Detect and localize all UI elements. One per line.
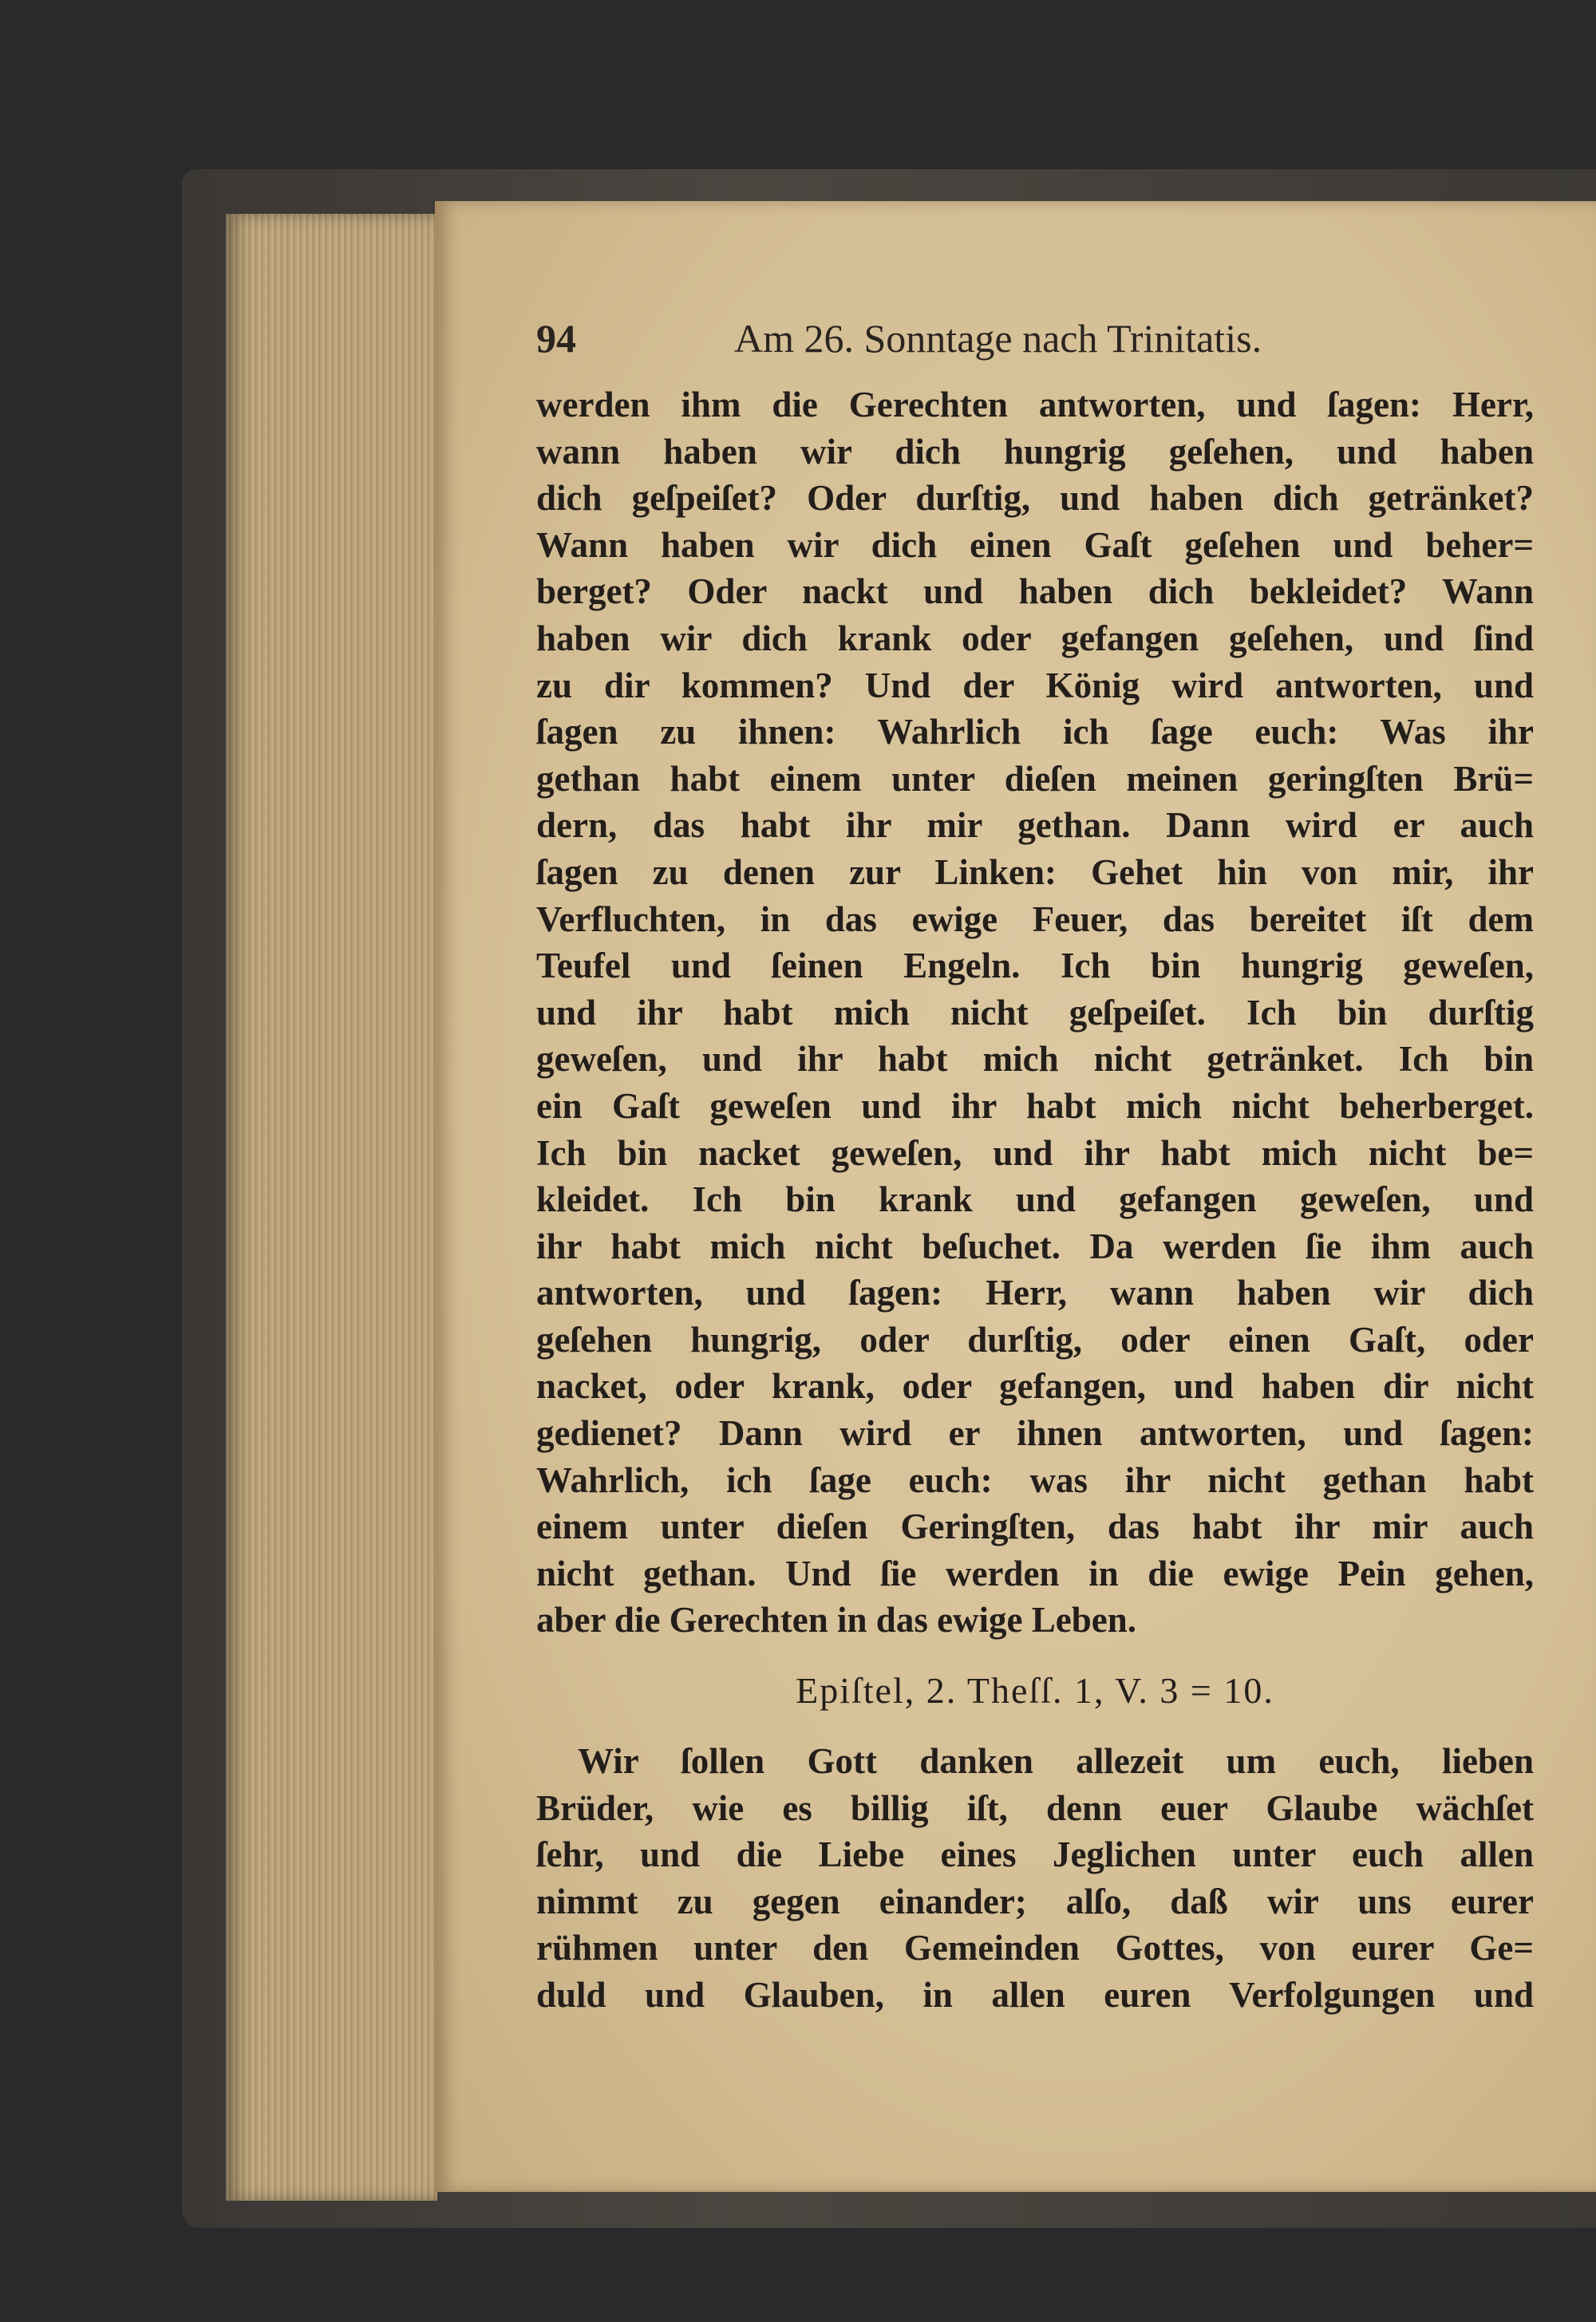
text-line: ihr habt mich nicht beſuchet. Da werden ſie ihm auch <box>536 1226 1534 1266</box>
running-title: Am 26. Sonntage nach Trinitatis. <box>734 316 1262 361</box>
text-line: Wann haben wir dich einen Gaſt geſehen und beher= <box>536 524 1534 565</box>
text-line: Verfluchten, in das ewige Feuer, das bereitet iſt dem <box>536 898 1534 939</box>
text-line: rühmen unter den Gemeinden Gottes, von eurer Ge= <box>536 1928 1534 1969</box>
text-line: kleidet. Ich bin krank und gefangen geweſen, und <box>536 1179 1534 1220</box>
text-line: aber die Gerechten in das ewige Leben. <box>536 1600 1137 1641</box>
text-line: ſehr, und die Liebe eines Jeglichen unter euch allen <box>536 1834 1534 1875</box>
text-line: duld und Glauben, in allen euren Verfolgungen und <box>536 1975 1534 2015</box>
text-line: haben wir dich krank oder gefangen geſehen, und ſind <box>536 618 1534 658</box>
gospel-text <box>536 381 1534 1644</box>
page-edges <box>226 214 437 2201</box>
text-line: Teufel und ſeinen Engeln. Ich bin hungrig geweſen, <box>536 946 1534 986</box>
text-line: berget? Oder nackt und haben dich bekleidet? Wann <box>536 571 1534 612</box>
epistle-text <box>536 1738 1534 2019</box>
text-line: Ich bin nacket geweſen, und ihr habt mich nicht be= <box>536 1132 1534 1173</box>
text-line: gethan habt einem unter dieſen meinen geringſten Brü= <box>536 758 1534 799</box>
text-line: geſehen hungrig, oder durſtig, oder einen Gaſt, oder <box>536 1319 1534 1360</box>
text-line: antworten, und ſagen: Herr, wann haben wir dich <box>536 1273 1534 1313</box>
text-line: und ihr habt mich nicht geſpeiſet. Ich bin durſtig <box>536 992 1534 1033</box>
text-line: Wir ſollen Gott danken allezeit um euch, lieben <box>578 1741 1534 1782</box>
text-line: zu dir kommen? Und der König wird antworten, und <box>536 665 1534 705</box>
text-line: einem unter dieſen Geringſten, das habt ihr mir auch <box>536 1507 1534 1547</box>
text-line: dern, das habt ihr mir gethan. Dann wird er auch <box>536 805 1534 846</box>
text-line: Wahrlich, ich ſage euch: was ihr nicht gethan habt <box>536 1459 1534 1500</box>
text-line: nimmt zu gegen einander; alſo, daß wir uns eurer <box>536 1881 1534 1921</box>
page-text <box>536 381 1534 2019</box>
text-line: Brüder, wie es billig iſt, denn euer Glaube wächſet <box>536 1787 1534 1828</box>
text-line: ſagen zu ihnen: Wahrlich ich ſage euch: Was ihr <box>536 712 1534 752</box>
text-line: nacket, oder krank, oder gefangen, und haben dir nicht <box>536 1366 1534 1407</box>
page-number: 94 <box>536 316 576 361</box>
text-line: nicht gethan. Und ſie werden in die ewige Pein gehen, <box>536 1553 1534 1593</box>
text-line: dich geſpeiſet? Oder durſtig, und haben dich getränket? <box>536 478 1534 519</box>
text-line: ſagen zu denen zur Linken: Gehet hin von mir, ihr <box>536 851 1534 892</box>
epistle-heading: Epiſtel, 2. Theſſ. 1, V. 3 = 10. <box>796 1670 1274 1712</box>
text-line: wann haben wir dich hungrig geſehen, und haben <box>536 431 1534 472</box>
text-line: gedienet? Dann wird er ihnen antworten, und ſagen: <box>536 1413 1534 1454</box>
text-line: werden ihm die Gerechten antworten, und ſagen: Herr, <box>536 385 1534 425</box>
text-line: geweſen, und ihr habt mich nicht getränket. Ich bin <box>536 1039 1534 1080</box>
text-line: ein Gaſt geweſen und ihr habt mich nicht beherberget. <box>536 1085 1534 1126</box>
